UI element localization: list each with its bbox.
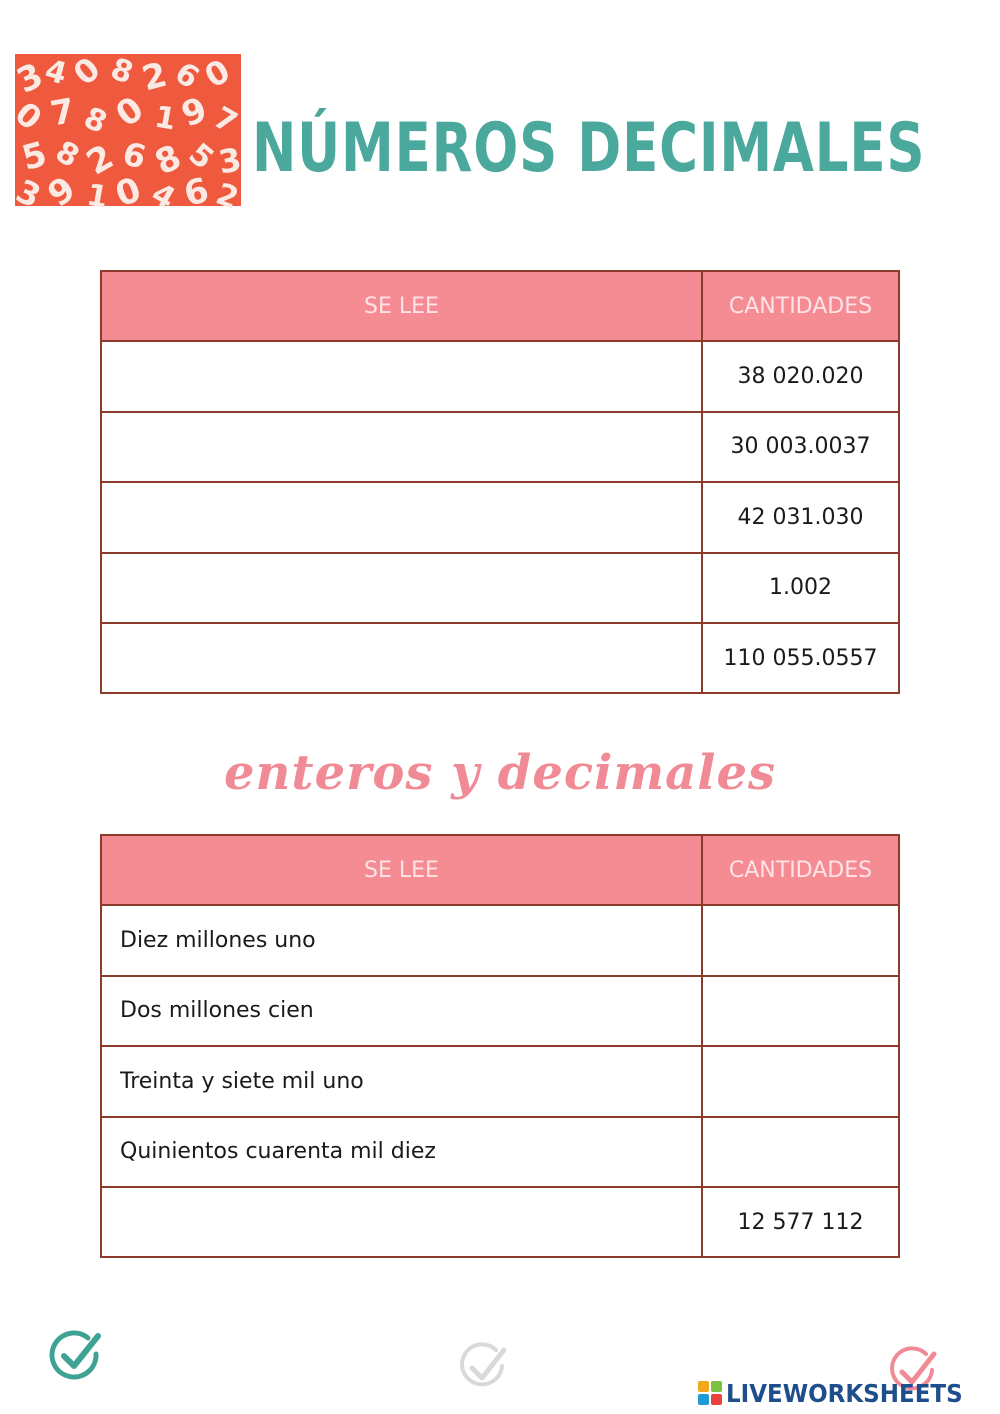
svg-text:0: 0 [7,94,50,138]
svg-text:4: 4 [145,176,181,218]
svg-text:0: 0 [108,88,152,136]
svg-text:3: 3 [215,140,245,182]
phrase-cell: Diez millones uno [101,905,702,975]
answer-cell[interactable] [101,553,702,623]
amount-cell: 30 003.0037 [702,412,899,482]
svg-text:9: 9 [176,89,213,136]
svg-text:9: 9 [40,168,84,216]
svg-text:5: 5 [181,136,221,177]
svg-text:1: 1 [152,99,179,138]
answer-cell[interactable] [101,1187,702,1257]
table-row [101,412,899,482]
liveworksheets-logo-icon [698,1381,722,1405]
svg-text:1: 1 [84,177,111,216]
column-header-se-lee: SE LEE [101,271,702,341]
svg-text:0: 0 [198,51,237,96]
amount-cell: 42 031.030 [702,482,899,552]
numbers-collage-image [7,49,245,218]
svg-text:2: 2 [211,176,244,217]
amount-cell: 38 020.020 [702,341,899,411]
svg-text:8: 8 [149,137,188,184]
phrase-cell: Treinta y siete mil uno [101,1046,702,1116]
phrase-cell: Quinientos cuarenta mil diez [101,1117,702,1187]
table-row [101,1117,899,1187]
amount-cell: 110 055.0557 [702,623,899,693]
numbers-table-2 [100,834,900,1258]
svg-text:6: 6 [179,170,214,215]
svg-text:8: 8 [78,100,113,141]
section-title: enteros y decimales [223,745,777,801]
table-header-row [101,835,899,905]
answer-cell[interactable] [702,1117,899,1187]
svg-text:4: 4 [41,53,71,93]
brand-name: LIVEWORKSHEETS [726,1378,963,1408]
column-header-se-lee: SE LEE [101,835,702,905]
phrase-cell: Dos millones cien [101,976,702,1046]
answer-cell[interactable] [702,976,899,1046]
svg-text:3: 3 [10,55,50,102]
table-header-row [101,271,899,341]
table-row [101,623,899,693]
table-row [101,341,899,411]
column-header-cantidades: CANTIDADES [702,271,899,341]
check-circle-icon[interactable] [48,1328,104,1384]
svg-text:2: 2 [79,136,121,184]
svg-text:8: 8 [106,51,138,92]
table-row [101,553,899,623]
svg-text:7: 7 [47,90,78,135]
svg-text:3: 3 [10,171,47,216]
svg-text:0: 0 [66,49,108,93]
amount-cell: 1.002 [702,553,899,623]
svg-text:8: 8 [49,134,85,176]
column-header-cantidades: CANTIDADES [702,835,899,905]
numbers-table-1 [100,270,900,694]
page-title: NÚMEROS DECIMALES [252,109,926,188]
table-row [101,976,899,1046]
svg-text:7: 7 [207,100,243,142]
svg-text:0: 0 [110,169,147,216]
answer-cell[interactable] [101,412,702,482]
answer-cell[interactable] [702,1046,899,1116]
table-row [101,1046,899,1116]
amount-cell: 12 577 112 [702,1187,899,1257]
answer-cell[interactable] [702,905,899,975]
svg-text:6: 6 [118,134,151,177]
answer-cell[interactable] [101,623,702,693]
svg-text:2: 2 [137,54,172,100]
check-circle-icon[interactable] [456,1340,512,1396]
answer-cell[interactable] [101,341,702,411]
table-row [101,482,899,552]
table-row [101,1187,899,1257]
liveworksheets-brand[interactable] [698,1376,983,1410]
svg-text:5: 5 [17,134,52,179]
svg-text:6: 6 [168,55,206,97]
answer-cell[interactable] [101,482,702,552]
table-row [101,905,899,975]
